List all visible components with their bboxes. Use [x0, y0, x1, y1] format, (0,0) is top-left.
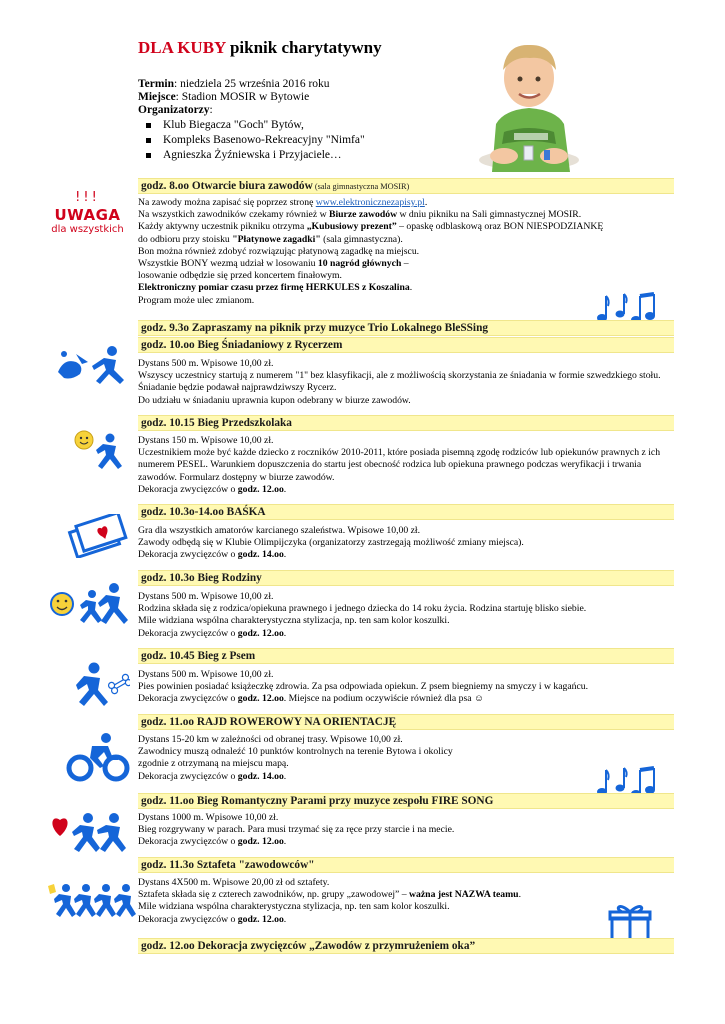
section-heading-rajd-rowerowy — [138, 714, 674, 730]
text: Program może ulec zmianom. — [138, 294, 255, 306]
text-bold: Biurze zawodów — [329, 209, 398, 221]
text: Każdy aktywny uczestnik pikniku otrzyma — [138, 221, 307, 233]
organizers-heading: Organizatorzy — [138, 104, 210, 116]
text: Mile widziana wspólna charakterystyczna stylizacja, np. ten sam kolor koszulki. — [138, 615, 450, 627]
text: (sala gimnastyczna). — [320, 233, 403, 245]
text: . — [409, 282, 413, 294]
section-heading-baska — [138, 504, 674, 520]
section-body-sztafeta — [138, 877, 676, 926]
text: Dystans 15-20 km w zależności od obranej trasy. Wpisowe 10,00 zł. — [138, 734, 403, 745]
text-bold: "Płatynowe zagadki" — [232, 233, 321, 245]
text: Rodzina składa się z rodzica/opiekuna prawnego i jednego dziecka do 14 roku życia. Rodzina startuję blisko siebie. — [138, 603, 587, 615]
text-bold: godz. 12.oo — [237, 483, 284, 495]
text: Uczestnikiem może być każde dziecko z roczników 2010-2011, które posiada pisemną zgodę rodziców lub opiekunów prawnych z ich numerem PESEL. Warunkiem dopuszczenia do startu jest obecność rodzica lub opiekuna prawnego podczas weryfikacji i trwania zawodów. Formularz dostępny w biurze zawodów. — [138, 447, 661, 483]
section-heading-text: godz. 9.3o Zapraszamy na piknik przy muzyce Trio Lokalnego BleSSing — [141, 322, 488, 334]
child-runner-icon — [72, 428, 128, 472]
section-heading-bieg-z-psem — [138, 648, 674, 664]
text: Zawodnicy muszą odnaleźć 10 punktów kontrolnych na terenie Bytowa i okolicy — [138, 746, 453, 758]
title-rest: piknik charytatywny — [225, 38, 382, 57]
text: . — [518, 889, 521, 901]
organizers-colon: : — [209, 104, 213, 116]
text: Dystans 500 m. Wpisowe 10,00 zł. — [138, 591, 274, 602]
uwaga-exclamation: !!! — [75, 190, 100, 205]
section-heading-text: godz. 10.oo Bieg Śniadaniowy z Rycerzem — [141, 339, 343, 351]
section-heading-text: godz. 12.oo Dekoracja zwycięzców „Zawodów z przymrużeniem oka” — [141, 940, 476, 952]
text: Dekoracja zwycięzców o — [138, 483, 238, 495]
section-body-bieg-romantyczny — [138, 812, 676, 849]
text: Dekoracja zwycięzców o — [138, 836, 238, 848]
text-bold: godz. 12.oo — [237, 913, 284, 925]
text: Dystans 1000 m. Wpisowe 10,00 zł. — [138, 812, 279, 823]
text: . — [283, 483, 287, 495]
section-heading-text: godz. 10.15 Bieg Przedszkolaka — [141, 417, 292, 429]
miejsce-line — [138, 91, 498, 104]
section-heading-bieg-sniadaniowy — [138, 337, 674, 353]
section-heading-note: (sala gimnastyczna MOSIR) — [312, 182, 410, 191]
text: Dekoracja zwycięzców o — [138, 549, 238, 561]
registration-link[interactable]: www.elektronicznezapisy.pl — [315, 197, 425, 208]
section-heading-sztafeta — [138, 857, 674, 873]
uwaga-notice — [40, 190, 135, 236]
section-body-bieg-z-psem — [138, 669, 676, 706]
text: Zawody odbędą się w Klubie Olimpijczyka (organizatorzy zastrzegają możliwość zmiany miejsca). — [138, 537, 524, 549]
text: Bieg rozgrywany w parach. Para musi trzymać się za ręce przy starcie i na mecie. — [138, 824, 455, 836]
organizer-item: Agnieszka Żyźniewska i Przyjaciele… — [138, 148, 498, 163]
text: Gra dla wszystkich amatorów karcianego szaleństwa. Wpisowe 10,00 zł. — [138, 525, 421, 536]
text-bold: godz. 12.oo — [237, 693, 284, 705]
title-highlight: DLA KUBY — [138, 38, 226, 57]
organizer-item: Kompleks Basenowo-Rekreacyjny "Nimfa" — [138, 133, 498, 148]
text: Do udziału w śniadaniu uprawnia kupon odebrany w biurze zawodów. — [138, 394, 411, 406]
uwaga-word: UWAGA — [54, 206, 121, 224]
section-heading-text: godz. 10.3o Bieg Rodziny — [141, 572, 262, 584]
text: Dekoracja zwycięzców o — [138, 627, 238, 639]
text: losowanie odbędzie się przed koncertem finałowym. — [138, 270, 342, 282]
section-heading-text: godz. 11.oo Bieg Romantyczny Parami przy muzyce zespołu FIRE SONG — [141, 795, 494, 807]
uwaga-subtitle: dla wszystkich — [51, 224, 124, 235]
text: Dystans 150 m. Wpisowe 10,00 zł. — [138, 435, 274, 446]
organizers-list — [138, 118, 498, 163]
text: Bon można również zdobyć rozwiązując płatynową zagadkę na miejscu. — [138, 245, 420, 257]
text: Dekoracja zwycięzców o — [138, 913, 238, 925]
family-runners-icon — [48, 582, 132, 626]
text: . Miejsce na podium oczywiście również dla psa ☺ — [283, 693, 484, 705]
text: zgodnie z otrzymaną na miejscu mapą. — [138, 758, 289, 770]
section-heading-bieg-rodziny — [138, 570, 674, 586]
text: Dystans 4X500 m. Wpisowe 20,00 zł od sztafety. — [138, 877, 330, 888]
text-bold: godz. 12.oo — [237, 836, 284, 848]
page-title — [138, 38, 498, 58]
termin-label: Termin — [138, 78, 174, 90]
text-bold: ważna jest NAZWA teamu — [409, 889, 519, 901]
text-bold: godz. 12.oo — [237, 627, 284, 639]
text: . — [424, 197, 428, 208]
text: . — [283, 913, 287, 925]
text: . — [283, 627, 287, 639]
section-body-baska — [138, 525, 676, 562]
text: Wszyscy uczestnicy startują z numerem "1" bez klasyfikacji, ale z możliwością skorzystania ze śniadania w formie szwedzkiego stołu. Śniadanie będzie podawał najprawdziwszy Rycerz. — [138, 370, 661, 394]
text: Dystans 500 m. Wpisowe 10,00 zł. — [138, 669, 274, 680]
text: Dystans 500 m. Wpisowe 10,00 zł. — [138, 358, 274, 369]
playing-cards-icon — [66, 514, 130, 558]
text: Wszystkie BONY wezmą udział w losowaniu — [138, 258, 318, 270]
section-body-bieg-rodziny — [138, 591, 676, 640]
heart-couple-runners-icon — [46, 810, 132, 854]
termin-line — [138, 78, 498, 91]
section-heading-text: godz. 8.oo Otwarcie biura zawodów — [141, 180, 313, 192]
text: – — [401, 258, 409, 270]
text: . — [283, 770, 287, 782]
section-heading-biuro — [138, 178, 674, 194]
relay-runners-icon — [46, 882, 136, 922]
text-bold: „Kubusiowy prezent” — [306, 221, 397, 233]
text: . — [283, 549, 287, 561]
termin-value: : niedziela 25 września 2016 roku — [174, 78, 330, 90]
text-bold: Elektroniczny pomiar czasu przez firmę HERKULES z Koszalina — [138, 282, 410, 294]
text: Na zawody można zapisać się poprzez stronę — [138, 197, 316, 208]
text-bold: 10 nagród głównych — [317, 258, 402, 270]
text: Pies powinien posiadać książeczkę zdrowia. Za psa odpowiada opiekun. Z psem biegniemy na smyczy i w kagańcu. — [138, 681, 589, 693]
section-heading-dekoracja — [138, 938, 674, 954]
text: . — [283, 836, 287, 848]
section-heading-text: godz. 10.3o-14.oo BAŚKA — [141, 506, 266, 518]
section-heading-text: godz. 11.3o Sztafeta "zawodowców" — [141, 859, 315, 871]
event-header — [138, 38, 498, 163]
section-heading-bieg-romantyczny — [138, 793, 674, 809]
miejsce-value: : Stadion MOSIR w Bytowie — [175, 91, 310, 103]
organizer-item: Klub Biegacza "Goch" Bytów, — [138, 118, 498, 133]
miejsce-label: Miejsce — [138, 91, 176, 103]
text: Mile widziana wspólna charakterystyczna stylizacja, np. ten sam kolor koszulki. — [138, 901, 450, 913]
text-bold: godz. 14.oo — [237, 549, 284, 561]
boy-photo — [474, 32, 584, 172]
text: Na wszystkich zawodników czekamy również w — [138, 209, 329, 221]
section-heading-text: godz. 11.oo RAJD ROWEROWY NA ORIENTACJĘ — [141, 716, 397, 728]
organizers-label — [138, 104, 498, 117]
text: do odbioru przy stoisku — [138, 233, 233, 245]
section-body-bieg-przedszkolaka — [138, 435, 676, 496]
text: Dekoracja zwycięzców o — [138, 770, 238, 782]
text-bold: godz. 14.oo — [237, 770, 284, 782]
text: Dekoracja zwycięzców o — [138, 693, 238, 705]
section-heading-piknik-muzyka — [138, 320, 674, 336]
text: w dniu pikniku na Sali gimnastycznej MOSIR. — [397, 209, 582, 221]
text: Sztafeta składa się z czterech zawodników, np. grupy „zawodowej” – — [138, 889, 410, 901]
runner-with-bone-icon — [74, 660, 130, 708]
cyclist-icon — [66, 732, 132, 784]
section-body-bieg-sniadaniowy — [138, 358, 676, 407]
knight-runner-icon — [54, 344, 132, 386]
section-heading-text: godz. 10.45 Bieg z Psem — [141, 650, 256, 662]
section-heading-bieg-przedszkolaka — [138, 415, 674, 431]
text: – opaskę odblaskową oraz BON NIESPODZIANKĘ — [396, 221, 604, 233]
